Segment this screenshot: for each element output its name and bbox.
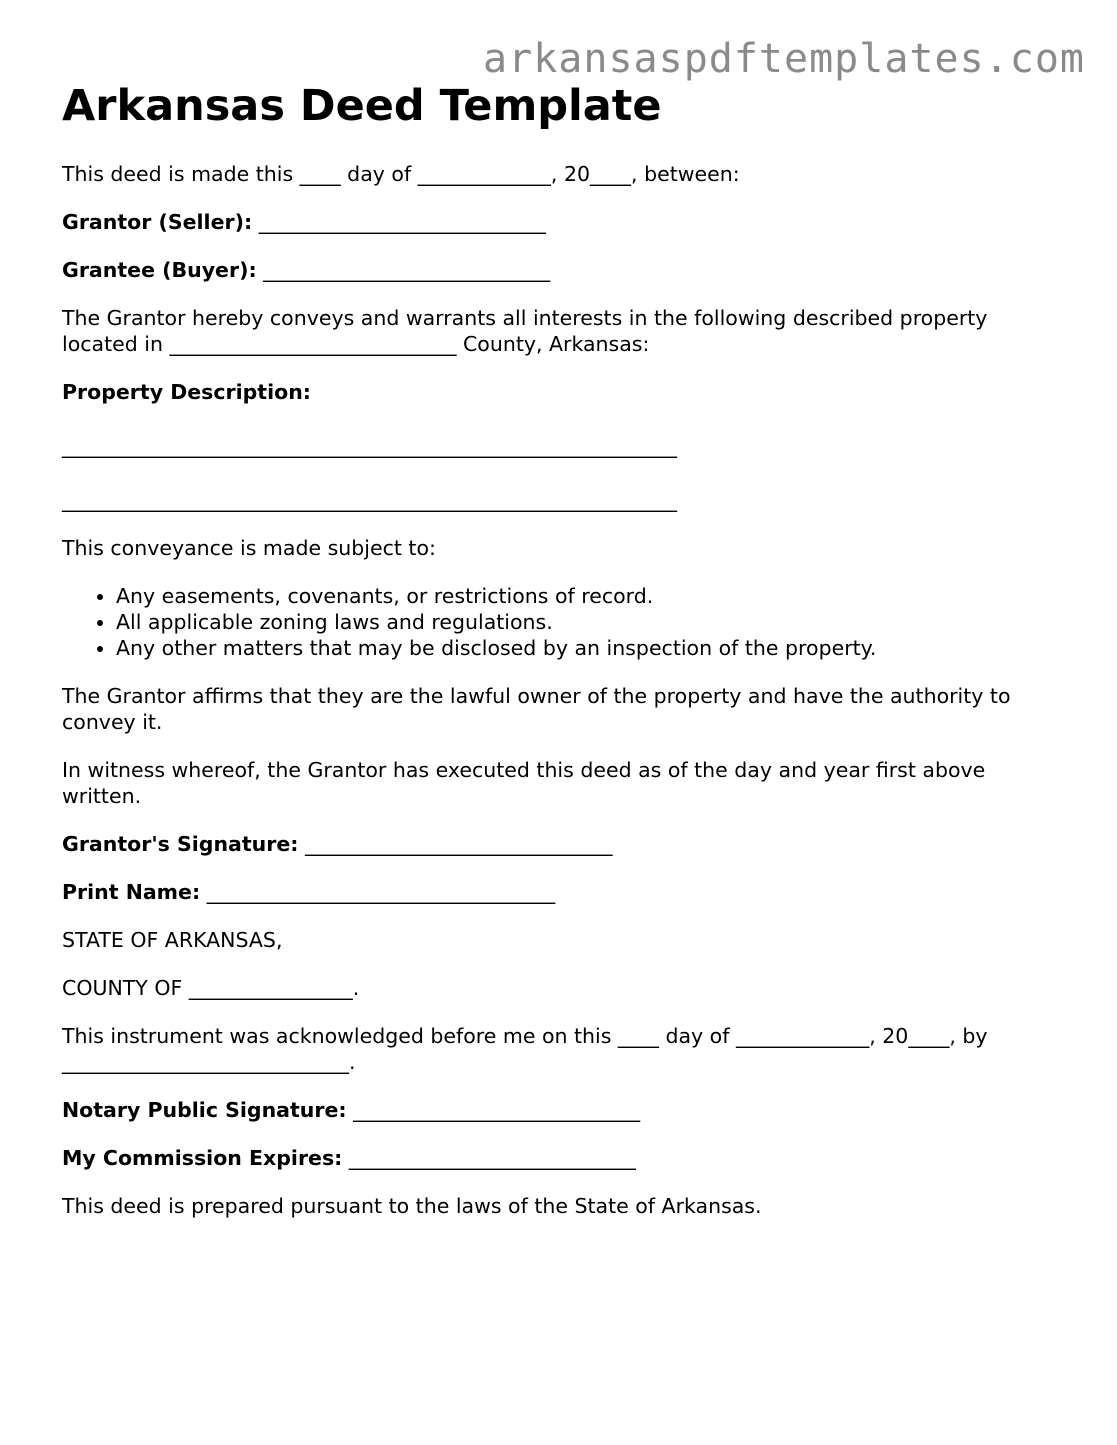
grantee-field bbox=[62, 257, 1052, 283]
notary-signature-blank: ____________________________ bbox=[353, 1098, 641, 1122]
grantor-signature-label: Grantor's Signature: bbox=[62, 832, 299, 856]
commission-field bbox=[62, 1145, 1052, 1171]
print-name-blank: __________________________________ bbox=[206, 880, 556, 904]
grantor-signature-blank: ______________________________ bbox=[305, 832, 613, 856]
witness-paragraph: In witness whereof, the Grantor has executed this deed as of the day and year first above written. bbox=[62, 758, 986, 808]
grantor-label: Grantor (Seller): bbox=[62, 210, 253, 234]
property-description-line-1: ____________________________________________________________ bbox=[62, 434, 677, 458]
document-body bbox=[62, 78, 1052, 1219]
page-title: Arkansas Deed Template bbox=[62, 81, 662, 131]
grantor-signature-field bbox=[62, 831, 1052, 857]
list-item: • All applicable zoning laws and regulations. bbox=[116, 609, 1052, 635]
subject-to-intro: This conveyance is made subject to: bbox=[62, 536, 436, 560]
property-description-label: Property Description: bbox=[62, 380, 311, 404]
notary-signature-label: Notary Public Signature: bbox=[62, 1098, 347, 1122]
list-item: • Any easements, covenants, or restrictions of record. bbox=[116, 583, 1052, 609]
grantor-blank: ____________________________ bbox=[258, 210, 546, 234]
commission-label: My Commission Expires: bbox=[62, 1146, 343, 1170]
print-name-field bbox=[62, 879, 1052, 905]
commission-blank: ____________________________ bbox=[348, 1146, 636, 1170]
grantee-blank: ____________________________ bbox=[263, 258, 551, 282]
notary-signature-field bbox=[62, 1097, 1052, 1123]
state-line: STATE OF ARKANSAS, bbox=[62, 928, 283, 952]
watermark: arkansaspdftemplates.com bbox=[483, 36, 1085, 82]
subject-to-list bbox=[62, 583, 1052, 661]
property-description-line-2: ____________________________________________________________ bbox=[62, 488, 677, 512]
county-line: COUNTY OF ________________. bbox=[62, 976, 360, 1000]
footer-statement: This deed is prepared pursuant to the laws of the State of Arkansas. bbox=[62, 1194, 762, 1218]
conveys-paragraph: The Grantor hereby conveys and warrants all interests in the following described property located in ____________________________ County, Arkansas: bbox=[62, 306, 988, 356]
grantee-label: Grantee (Buyer): bbox=[62, 258, 257, 282]
print-name-label: Print Name: bbox=[62, 880, 201, 904]
affirms-paragraph: The Grantor affirms that they are the lawful owner of the property and have the authority to convey it. bbox=[62, 684, 1011, 734]
list-item: • Any other matters that may be disclosed by an inspection of the property. bbox=[116, 635, 1052, 661]
deed-intro: This deed is made this ____ day of _____________, 20____, between: bbox=[62, 162, 740, 186]
acknowledgment-paragraph: This instrument was acknowledged before me on this ____ day of _____________, 20____, by ____________________________. bbox=[62, 1024, 988, 1074]
grantor-field bbox=[62, 209, 1052, 235]
